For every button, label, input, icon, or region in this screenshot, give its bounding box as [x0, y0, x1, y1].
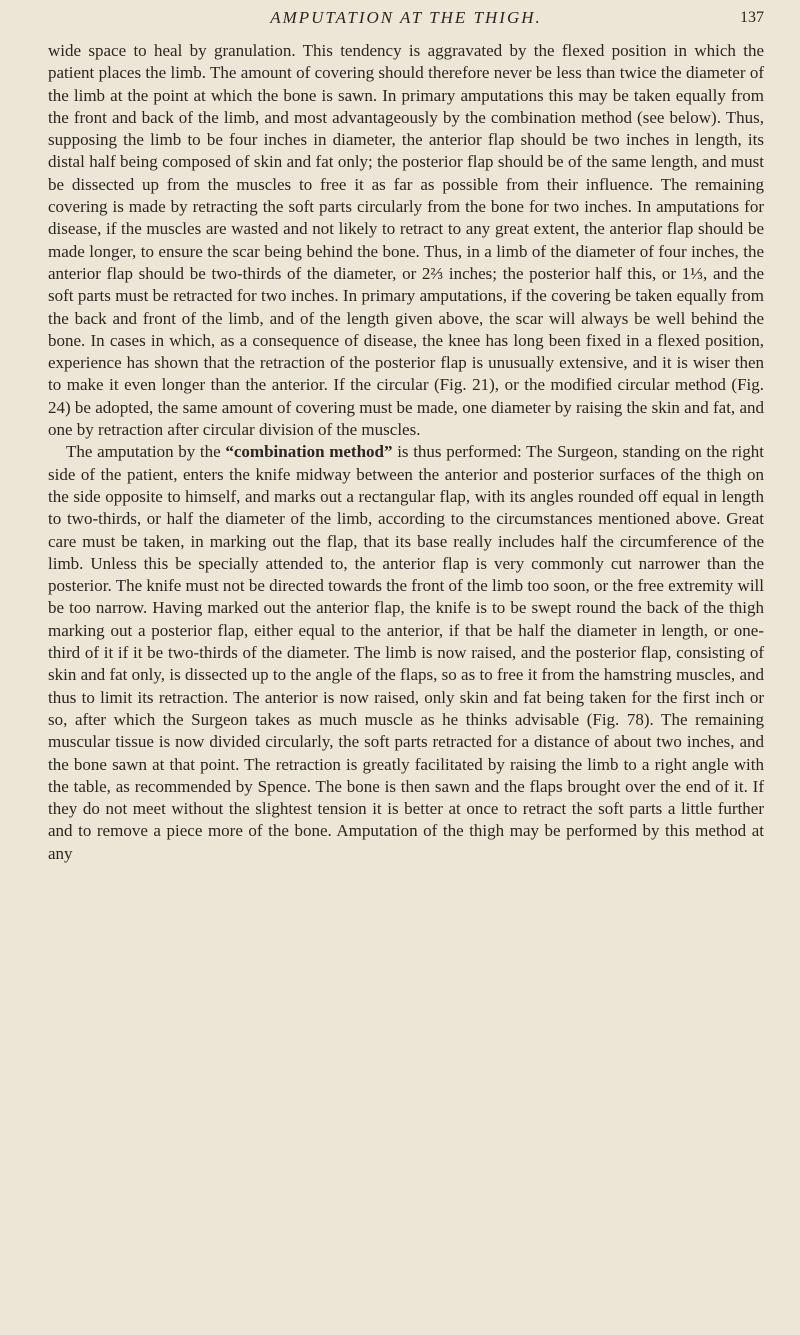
combination-method-term: “combination method” — [225, 442, 393, 462]
running-title: AMPUTATION AT THE THIGH. — [270, 8, 542, 27]
paragraph-combination-method — [48, 441, 764, 865]
paragraph-lead-text: The amputation by the — [66, 442, 226, 462]
paragraph-continuation: wide space to heal by granulation. This tendency is aggravated by the flexed position in which the patient places the limb. The amount of covering should therefore never be less than twice the diameter of the limb at the point at which the bone is sawn. In primary amputations this may be taken equally from the front and back of the limb, and most advantageously by the combination method (see below). Thus, supposing the limb to be four inches in diameter, the anterior flap should be two inches in length, its distal half being composed of skin and fat only; the posterior flap should be of the same length, and must be dissected up from the muscles to free it as far as possible from their influence. The remaining covering is made by retracting the soft parts circularly from the bone for two inches. In amputations for disease, if the muscles are wasted and not likely to retract to any great extent, the anterior flap should be made longer, to ensure the scar being behind the bone. Thus, in a limb of the diameter of four inches, the anterior flap should be two-thirds of the diameter, or 2⅔ inches; the posterior half this, or 1⅓, and the soft parts must be retracted for two inches. In primary amputations, if the covering be taken equally from the back and front of the limb, and of the length given above, the scar will always be well behind the bone. In cases in which, as a consequence of disease, the knee has long been fixed in a flexed position, experience has shown that the retraction of the posterior flap is unusually extensive, and it is wiser then to make it even longer than the anterior. If the circular (Fig. 21), or the modified circular method (Fig. 24) be adopted, the same amount of covering must be made, one diameter by raising the skin and fat, and one by retraction after circular division of the muscles. — [48, 41, 764, 440]
body-text — [48, 40, 764, 865]
running-head — [48, 0, 764, 40]
paragraph-body-text: is thus performed: The Surgeon, standing on the right side of the patient, enters the knife midway between the anterior and posterior surfaces of the thigh on the side opposite to himself, and marks out a rectangular flap, with its angles rounded off equal in length to two-thirds, or half the diameter of the limb, according to the circumstances mentioned above. Great care must be taken, in marking out the flap, that its base really includes half the circumference of the limb. Unless this be specially attended to, the anterior flap is very commonly cut narrower than the posterior. The knife must not be directed towards the front of the limb too soon, or the free extremity will be too narrow. Having marked out the anterior flap, the knife is to be swept round the back of the thigh marking out a posterior flap, either equal to the anterior, if that be half the diameter in length, or one-third of it if it be two-thirds of the diameter. The limb is now raised, and the posterior flap, consisting of skin and fat only, is dissected up to the angle of the flaps, so as to free it from the hamstring muscles, and thus to limit its retraction. The anterior is now raised, only skin and fat being taken for the first inch or so, after which the Surgeon takes as much muscle as he thinks advisable (Fig. 78). The remaining muscular tissue is now divided circularly, the soft parts retracted for a distance of about two inches, and the bone sawn at that point. The retraction is greatly facilitated by raising the limb to a right angle with the table, as recommended by Spence. The bone is then sawn and the flaps brought over the end of it. If they do not meet without the slightest tension it is better at once to retract the soft parts a little further and to remove a piece more of the bone. Amputation of the thigh may be performed by this method at any — [48, 442, 764, 863]
page-number: 137 — [740, 9, 764, 26]
